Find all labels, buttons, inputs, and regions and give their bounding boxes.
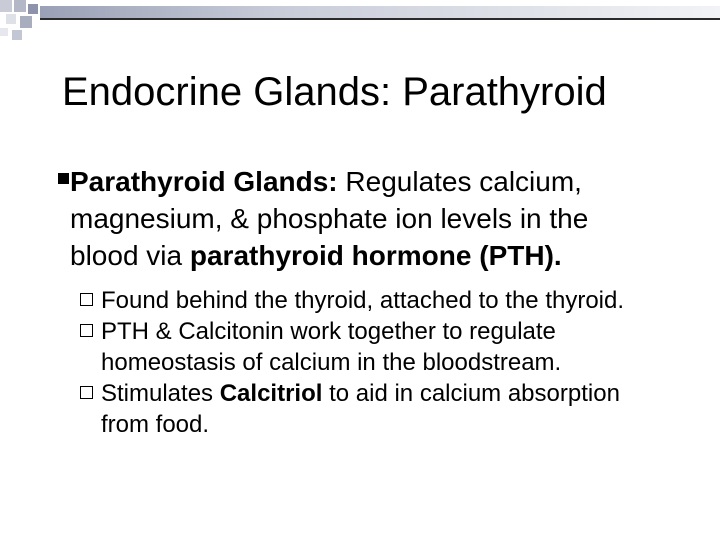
- main-bullet-label: Parathyroid Glands:: [70, 166, 338, 197]
- main-bullet-body: Regulates calcium, magnesium, & phosphate ion levels in the blood via: [70, 166, 589, 271]
- slide-title: Endocrine Glands: Parathyroid: [62, 70, 607, 114]
- hollow-square-bullet-icon: [80, 293, 93, 306]
- main-bullet-bold-term: parathyroid hormone (PTH).: [189, 240, 562, 271]
- hollow-square-bullet-icon: [80, 386, 93, 399]
- sub-bullet-text-before: Stimulates: [101, 380, 220, 407]
- sub-bullet-bold-term: Calcitriol: [219, 380, 323, 407]
- square-bullet-icon: [58, 173, 69, 184]
- main-bullet-text: [70, 163, 658, 274]
- header-decoration: [0, 0, 720, 42]
- sub-bullet-item: [80, 285, 660, 316]
- sub-bullet-text: PTH & Calcitonin work together to regulate homeostasis of calcium in the bloodstream.: [101, 318, 562, 376]
- sub-bullet-item: [80, 378, 660, 440]
- hollow-square-bullet-icon: [80, 324, 93, 337]
- sub-bullet-item: [80, 316, 660, 378]
- sub-bullet-text: Found behind the thyroid, attached to the thyroid.: [101, 287, 625, 314]
- sub-bullet-list: [80, 285, 660, 440]
- main-bullet: [58, 163, 658, 274]
- sub-bullet-text-after: to aid in calcium absorption from food.: [101, 380, 620, 438]
